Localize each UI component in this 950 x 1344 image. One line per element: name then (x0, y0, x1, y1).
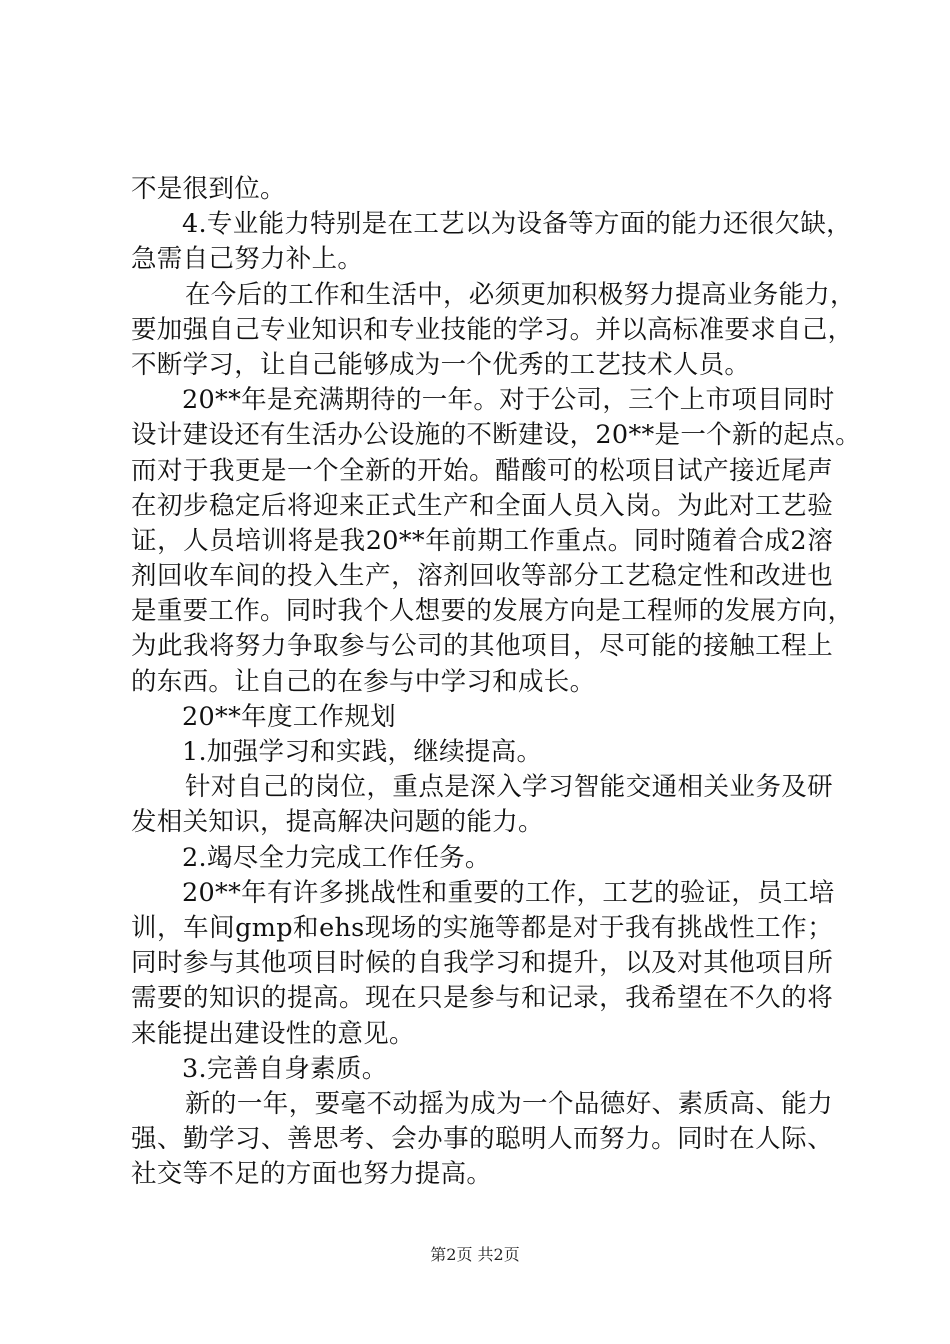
text-line: 20**年有许多挑战性和重要的工作，工艺的验证，员工培 (182, 877, 835, 908)
text-line: 证，人员培训将是我20**年前期工作重点。同时随着合成2溶 (131, 525, 833, 556)
text-line: 新的一年，要毫不动摇为成为一个品德好、素质高、能力 (185, 1088, 833, 1119)
document-body (131, 172, 861, 1192)
text-line: 发相关知识，提高解决问题的能力。 (131, 807, 544, 838)
text-line: 4.专业能力特别是在工艺以为设备等方面的能力还很欠缺， (182, 209, 852, 240)
text-line: 为此我将努力争取参与公司的其他项目，尽可能的接触工程上 (131, 631, 833, 662)
text-line: 3.完善自身素质。 (182, 1053, 388, 1084)
text-line: 是重要工作。同时我个人想要的发展方向是工程师的发展方向， (131, 596, 854, 627)
text-line: 在今后的工作和生活中，必须更加积极努力提高业务能力， (185, 279, 856, 310)
text-line: 1.加强学习和实践，继续提高。 (182, 737, 543, 767)
text-line: 不断学习，让自己能够成为一个优秀的工艺技术人员。 (131, 349, 751, 380)
text-line: 的东西。让自己的在参与中学习和成长。 (131, 666, 596, 697)
text-line: 20**年度工作规划 (182, 701, 396, 732)
text-line: 要加强自己专业知识和专业技能的学习。并以高标准要求自己， (131, 314, 854, 345)
text-line: 2.竭尽全力完成工作任务。 (182, 842, 491, 873)
text-line: 同时参与其他项目时候的自我学习和提升，以及对其他项目所 (131, 948, 833, 979)
text-line: 需要的知识的提高。现在只是参与和记录，我希望在不久的将 (131, 983, 833, 1014)
text-line: 急需自己努力补上。 (131, 244, 364, 275)
text-line: 设计建设还有生活办公设施的不断建设，20**是一个新的起点。 (131, 420, 861, 451)
text-line: 不是很到位。 (131, 174, 286, 204)
text-line: 针对自己的岗位，重点是深入学习智能交通相关业务及研 (185, 772, 833, 803)
text-line: 来能提出建设性的意见。 (131, 1018, 415, 1049)
text-line: 社交等不足的方面也努力提高。 (131, 1159, 493, 1190)
text-line: 20**年是充满期待的一年。对于公司，三个上市项目同时 (182, 385, 835, 416)
page-footer: 第2页 共2页 (430, 1245, 520, 1264)
text-line: 训，车间gmp和ehs现场的实施等都是对于我有挑战性工作； (131, 912, 833, 943)
text-line: 而对于我更是一个全新的开始。醋酸可的松项目试产接近尾声 (131, 455, 833, 486)
text-line: 剂回收车间的投入生产，溶剂回收等部分工艺稳定性和改进也 (131, 561, 833, 592)
text-line: 强、勤学习、善思考、会办事的聪明人而努力。同时在人际、 (131, 1124, 833, 1155)
text-line: 在初步稳定后将迎来正式生产和全面人员入岗。为此对工艺验 (131, 490, 833, 521)
